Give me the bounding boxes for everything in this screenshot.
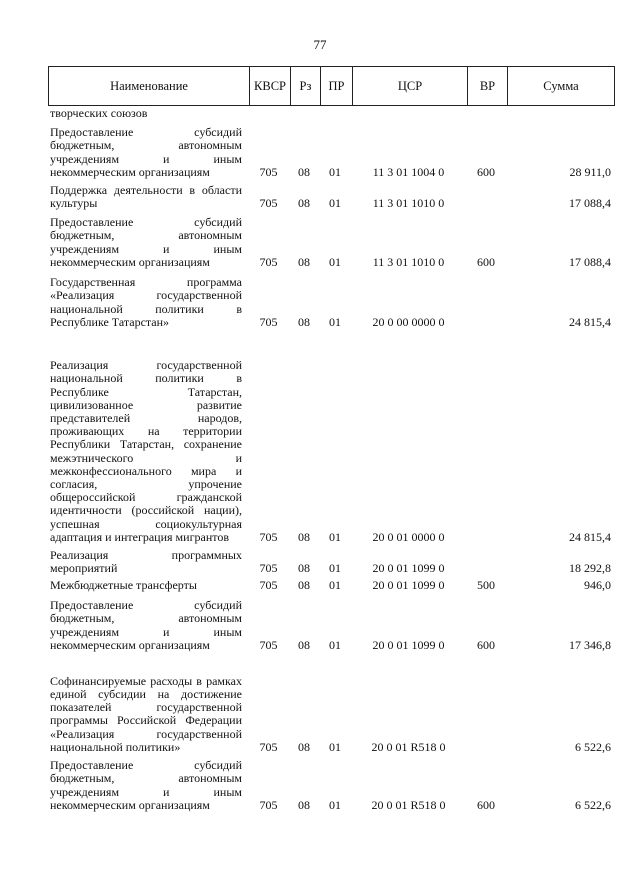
table-header (48, 66, 615, 106)
row-pr: 01 (329, 797, 341, 812)
row-pr: 01 (329, 637, 341, 652)
header-csr: ЦСР (352, 67, 467, 105)
row-rz: 08 (298, 529, 310, 544)
table-row (50, 210, 615, 269)
row-pr: 01 (329, 577, 341, 592)
row-rz: 08 (298, 797, 310, 812)
row-csr: 11 3 01 1010 0 (372, 254, 445, 269)
header-sum: Сумма (507, 67, 614, 105)
table-row (50, 754, 615, 812)
row-kvsr: 705 (259, 529, 278, 544)
row-rz: 08 (298, 637, 310, 652)
row-kvsr: 705 (259, 577, 278, 592)
row-pr: 01 (329, 164, 341, 179)
row-sum: 17 088,4 (569, 254, 611, 269)
row-csr: 20 0 01 R518 0 (371, 739, 446, 754)
row-name: Софинансируемые расходы в рамках единой субсидии на достижение показателей государственной программы Российской Федерации «Реализация государственной национальной политики» (50, 673, 242, 754)
row-sum: 24 815,4 (569, 314, 611, 329)
header-rz: Рз (290, 67, 320, 105)
row-sum: 28 911,0 (569, 164, 611, 179)
row-csr: 20 0 01 1099 0 (372, 560, 445, 575)
row-rz: 08 (298, 254, 310, 269)
row-kvsr: 705 (259, 637, 278, 652)
row-name: Поддержка деятельности в области культуры (50, 182, 242, 210)
header-pr: ПР (320, 67, 352, 105)
row-vr: 600 (477, 254, 495, 269)
row-pr: 01 (329, 254, 341, 269)
row-rz: 08 (298, 314, 310, 329)
row-sum: 17 088,4 (569, 195, 611, 210)
row-kvsr: 705 (259, 797, 278, 812)
row-csr: 20 0 00 0000 0 (372, 314, 445, 329)
row-name: Государственная программа «Реализация государственной национальной политики в Республике Татарстан» (50, 275, 242, 329)
row-rz: 08 (298, 195, 310, 210)
row-kvsr: 705 (259, 314, 278, 329)
row-pr: 01 (329, 529, 341, 544)
row-name: Предоставление субсидий бюджетным, автономным учреждениям и иным некоммерческим организациям (50, 125, 242, 179)
row-name: Реализация программных мероприятий (50, 547, 242, 575)
row-kvsr: 705 (259, 164, 278, 179)
row-kvsr: 705 (259, 560, 278, 575)
row-csr: 11 3 01 1004 0 (372, 164, 445, 179)
row-pr: 01 (329, 314, 341, 329)
table-row (50, 544, 615, 575)
row-sum: 18 292,8 (569, 560, 611, 575)
table-row (50, 329, 615, 544)
row-kvsr: 705 (259, 254, 278, 269)
row-sum: 17 346,8 (569, 637, 611, 652)
row-name: творческих союзов (50, 105, 148, 120)
row-csr: 20 0 01 1099 0 (372, 577, 445, 592)
row-rz: 08 (298, 577, 310, 592)
row-pr: 01 (329, 739, 341, 754)
budget-table-body (50, 107, 615, 812)
row-vr: 500 (477, 577, 495, 592)
row-csr: 20 0 01 R518 0 (371, 797, 446, 812)
row-rz: 08 (298, 739, 310, 754)
page-number: 77 (313, 37, 327, 52)
table-row (50, 269, 615, 329)
table-row (50, 652, 615, 754)
row-rz: 08 (298, 164, 310, 179)
row-pr: 01 (329, 560, 341, 575)
row-name: Предоставление субсидий бюджетным, автономным учреждениям и иным некоммерческим организациям (50, 598, 242, 652)
header-vr: ВР (467, 67, 507, 105)
row-kvsr: 705 (259, 739, 278, 754)
table-row (50, 592, 615, 652)
header-kvsr: КВСР (249, 67, 290, 105)
table-row (50, 107, 615, 120)
table-row (50, 179, 615, 210)
row-sum: 6 522,6 (575, 739, 611, 754)
row-sum: 946,0 (584, 577, 611, 592)
table-row (50, 120, 615, 179)
row-vr: 600 (477, 797, 495, 812)
row-vr: 600 (477, 164, 495, 179)
row-csr: 11 3 01 1010 0 (372, 195, 445, 210)
row-name: Реализация государственной национальной политики в Республике Татарстан, цивилизованное развитие представителей народов, проживающих на территории Республики Татарстан, сохранение межэтнического и межконфессионального мира и согласия, упрочение общероссийской гражданской идентичности (российской нации), успешная социокультурная адаптация и интеграция мигрантов (50, 358, 242, 544)
row-name: Предоставление субсидий бюджетным, автономным учреждениям и иным некоммерческим организациям (50, 215, 242, 269)
row-name: Межбюджетные трансферты (50, 577, 197, 592)
row-vr: 600 (477, 637, 495, 652)
row-sum: 6 522,6 (575, 797, 611, 812)
row-pr: 01 (329, 195, 341, 210)
row-rz: 08 (298, 560, 310, 575)
row-csr: 20 0 01 0000 0 (372, 529, 445, 544)
row-csr: 20 0 01 1099 0 (372, 637, 445, 652)
row-sum: 24 815,4 (569, 529, 611, 544)
table-row (50, 575, 615, 592)
header-name: Наименование (110, 78, 188, 93)
row-name: Предоставление субсидий бюджетным, автономным учреждениям и иным некоммерческим организациям (50, 758, 242, 812)
row-kvsr: 705 (259, 195, 278, 210)
